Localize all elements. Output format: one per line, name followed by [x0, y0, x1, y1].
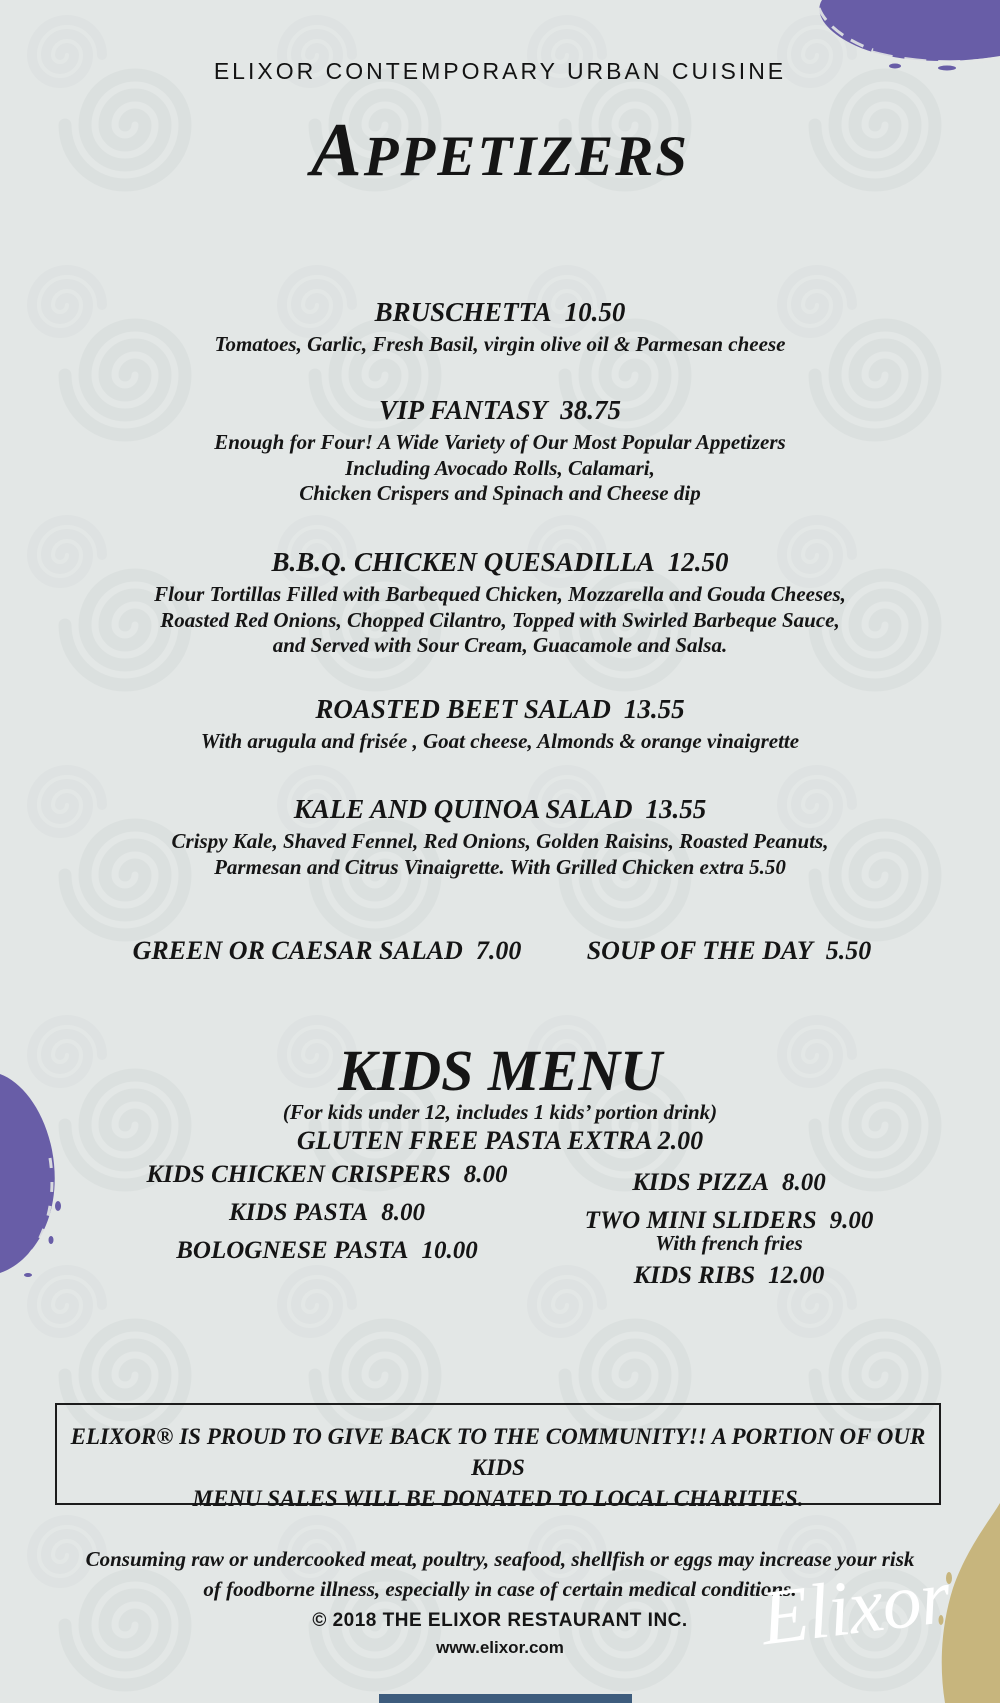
copyright-line: © 2018 THE ELIXOR RESTAURANT INC.: [312, 1610, 688, 1631]
item-name: BRUSCHETTA: [374, 297, 552, 327]
item-name: VIP FANTASY: [378, 395, 548, 425]
item-name: BOLOGNESE PASTA: [176, 1237, 409, 1264]
kids-menu-title: KIDS MENU: [338, 1038, 662, 1103]
item-price: 8.00: [463, 1161, 508, 1188]
item-description: [0, 430, 1000, 507]
item-name: KIDS RIBS: [633, 1262, 756, 1289]
item-note: With french fries: [655, 1231, 803, 1255]
page-title: [0, 108, 1000, 192]
item-name: ROASTED BEET SALAD: [315, 694, 611, 724]
menu-item-vip-fantasy: [0, 394, 1000, 507]
item-price: 5.50: [825, 936, 872, 965]
website-url: www.elixor.com: [436, 1638, 564, 1657]
item-price: 10.00: [421, 1237, 478, 1264]
item-name: TWO MINI SLIDERS: [584, 1207, 817, 1234]
item-price: 10.50: [564, 297, 626, 327]
menu-item-kale-quinoa-salad: [0, 793, 1000, 880]
menu-item-kids-chicken-crispers: [90, 1160, 564, 1189]
kids-menu-subtitle: (For kids under 12, includes 1 kids’ portion drink): [282, 1100, 718, 1124]
item-name-line: [0, 296, 1000, 328]
kids-left-column: [90, 1160, 564, 1299]
community-note-line: MENU SALES WILL BE DONATED TO LOCAL CHARITIES.: [192, 1486, 804, 1511]
description-line: With arugula and frisée , Goat cheese, Almonds & orange vinaigrette: [200, 729, 800, 753]
item-price: 9.00: [829, 1207, 874, 1234]
menu-item-bruschetta: [0, 296, 1000, 358]
item-description: [0, 332, 1000, 358]
elixor-script-logo: Elixor: [755, 1551, 955, 1662]
kids-gluten-note: GLUTEN FREE PASTA EXTRA 2.00: [296, 1126, 704, 1155]
kids-right-column: [564, 1160, 894, 1299]
item-price: 12.50: [667, 547, 729, 577]
item-price: 38.75: [560, 395, 622, 425]
menu-item-bolognese-pasta: [90, 1236, 564, 1265]
menu-item-kids-pizza: [564, 1168, 894, 1197]
item-name-line: [0, 546, 1000, 578]
community-note-line: ELIXOR® IS PROUD TO GIVE BACK TO THE COMMUNITY!! A PORTION OF OUR KIDS: [70, 1424, 926, 1480]
menu-item-green-caesar-salad: [90, 936, 564, 966]
item-price: 7.00: [475, 936, 522, 965]
description-line: Tomatoes, Garlic, Fresh Basil, virgin olive oil & Parmesan cheese: [214, 332, 786, 356]
item-description: [0, 729, 1000, 755]
item-name: KIDS PASTA: [229, 1199, 369, 1226]
page-title-rest: PPETIZERS: [363, 125, 689, 188]
disclaimer-line: Consuming raw or undercooked meat, poultry, seafood, shellfish or eggs may increase your risk: [85, 1547, 915, 1571]
item-name-line: [0, 693, 1000, 725]
item-name: GREEN OR CAESAR SALAD: [132, 936, 463, 965]
menu-item-kids-pasta: [90, 1198, 564, 1227]
salad-soup-row: [0, 936, 1000, 966]
page-title-initial: A: [311, 108, 364, 192]
description-line: Parmesan and Citrus Vinaigrette. With Grilled Chicken extra 5.50: [214, 854, 786, 879]
item-name: B.B.Q. CHICKEN QUESADILLA: [271, 547, 655, 577]
item-name: SOUP OF THE DAY: [586, 936, 813, 965]
description-line: Enough for Four! A Wide Variety of Our Most Popular Appetizers: [214, 430, 786, 454]
menu-item-soup-of-the-day: [564, 936, 894, 966]
item-name: KIDS CHICKEN CRISPERS: [146, 1161, 451, 1188]
description-line: Roasted Red Onions, Chopped Cilantro, Topped with Swirled Barbeque Sauce,: [160, 607, 840, 632]
description-line: Including Avocado Rolls, Calamari,: [345, 455, 655, 480]
item-name: KIDS PIZZA: [632, 1169, 770, 1196]
description-line: Chicken Crispers and Spinach and Cheese dip: [299, 481, 701, 505]
item-price: 8.00: [782, 1169, 826, 1196]
item-name: KALE AND QUINOA SALAD: [293, 794, 633, 824]
item-price: 8.00: [381, 1199, 425, 1226]
description-line: and Served with Sour Cream, Guacamole and Salsa.: [272, 633, 728, 657]
disclaimer-line: of foodborne illness, especially in case of certain medical conditions.: [203, 1577, 797, 1601]
item-price: 13.55: [645, 794, 707, 824]
item-price: 12.00: [768, 1262, 825, 1289]
menu-item-bbq-chicken-quesadilla: [0, 546, 1000, 659]
item-description: [0, 582, 1000, 659]
item-description: [0, 829, 1000, 880]
item-name-line: [0, 793, 1000, 825]
description-line: Crispy Kale, Shaved Fennel, Red Onions, Golden Raisins, Roasted Peanuts,: [171, 829, 829, 853]
kids-menu-columns: [0, 1160, 1000, 1299]
brand-line: ELIXOR CONTEMPORARY URBAN CUISINE: [213, 58, 787, 84]
menu-item-roasted-beet-salad: [0, 693, 1000, 755]
menu-item-kids-ribs: [564, 1261, 894, 1290]
item-name-line: [0, 394, 1000, 426]
community-note-box: [55, 1403, 941, 1511]
item-price: 13.55: [623, 694, 685, 724]
description-line: Flour Tortillas Filled with Barbequed Chicken, Mozzarella and Gouda Cheeses,: [154, 582, 846, 606]
